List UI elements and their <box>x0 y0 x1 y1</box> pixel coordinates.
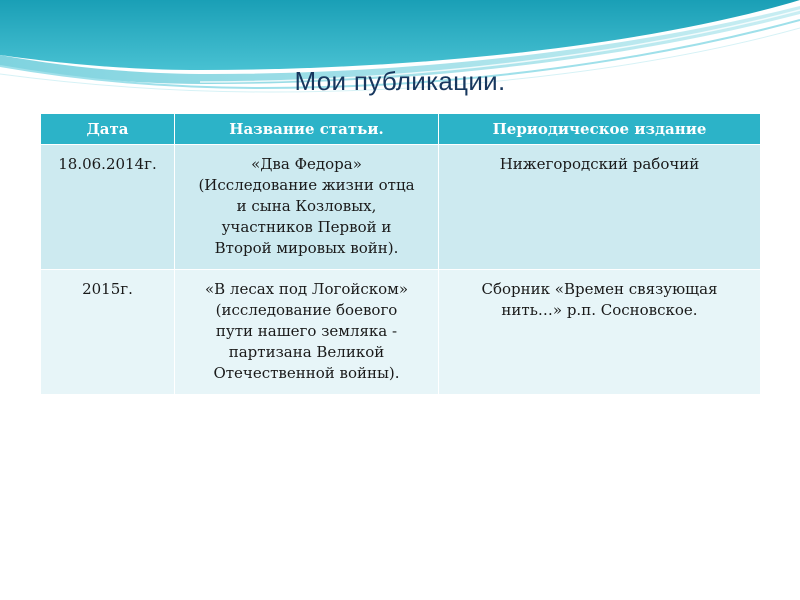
column-header-date: Дата <box>41 114 175 145</box>
cell-periodical: Сборник «Времен связующая нить…» р.п. Сосновское. <box>439 270 761 395</box>
cell-article-title: «В лесах под Логойском» (исследование боевого пути нашего земляка - партизана Великой Отечественной войны). <box>175 270 439 395</box>
cell-date: 2015г. <box>41 270 175 395</box>
publications-table <box>40 113 761 395</box>
table-header-row <box>41 114 761 145</box>
column-header-article-title: Название статьи. <box>175 114 439 145</box>
table-row <box>41 270 761 395</box>
header-wave-decoration <box>0 0 800 120</box>
table-row <box>41 145 761 270</box>
cell-periodical: Нижегородский рабочий <box>439 145 761 270</box>
column-header-periodical: Периодическое издание <box>439 114 761 145</box>
cell-date: 18.06.2014г. <box>41 145 175 270</box>
cell-article-title: «Два Федора» (Исследование жизни отца и сына Козловых, участников Первой и Второй мировых войн). <box>175 145 439 270</box>
page-title: Мои публикации. <box>294 66 506 96</box>
